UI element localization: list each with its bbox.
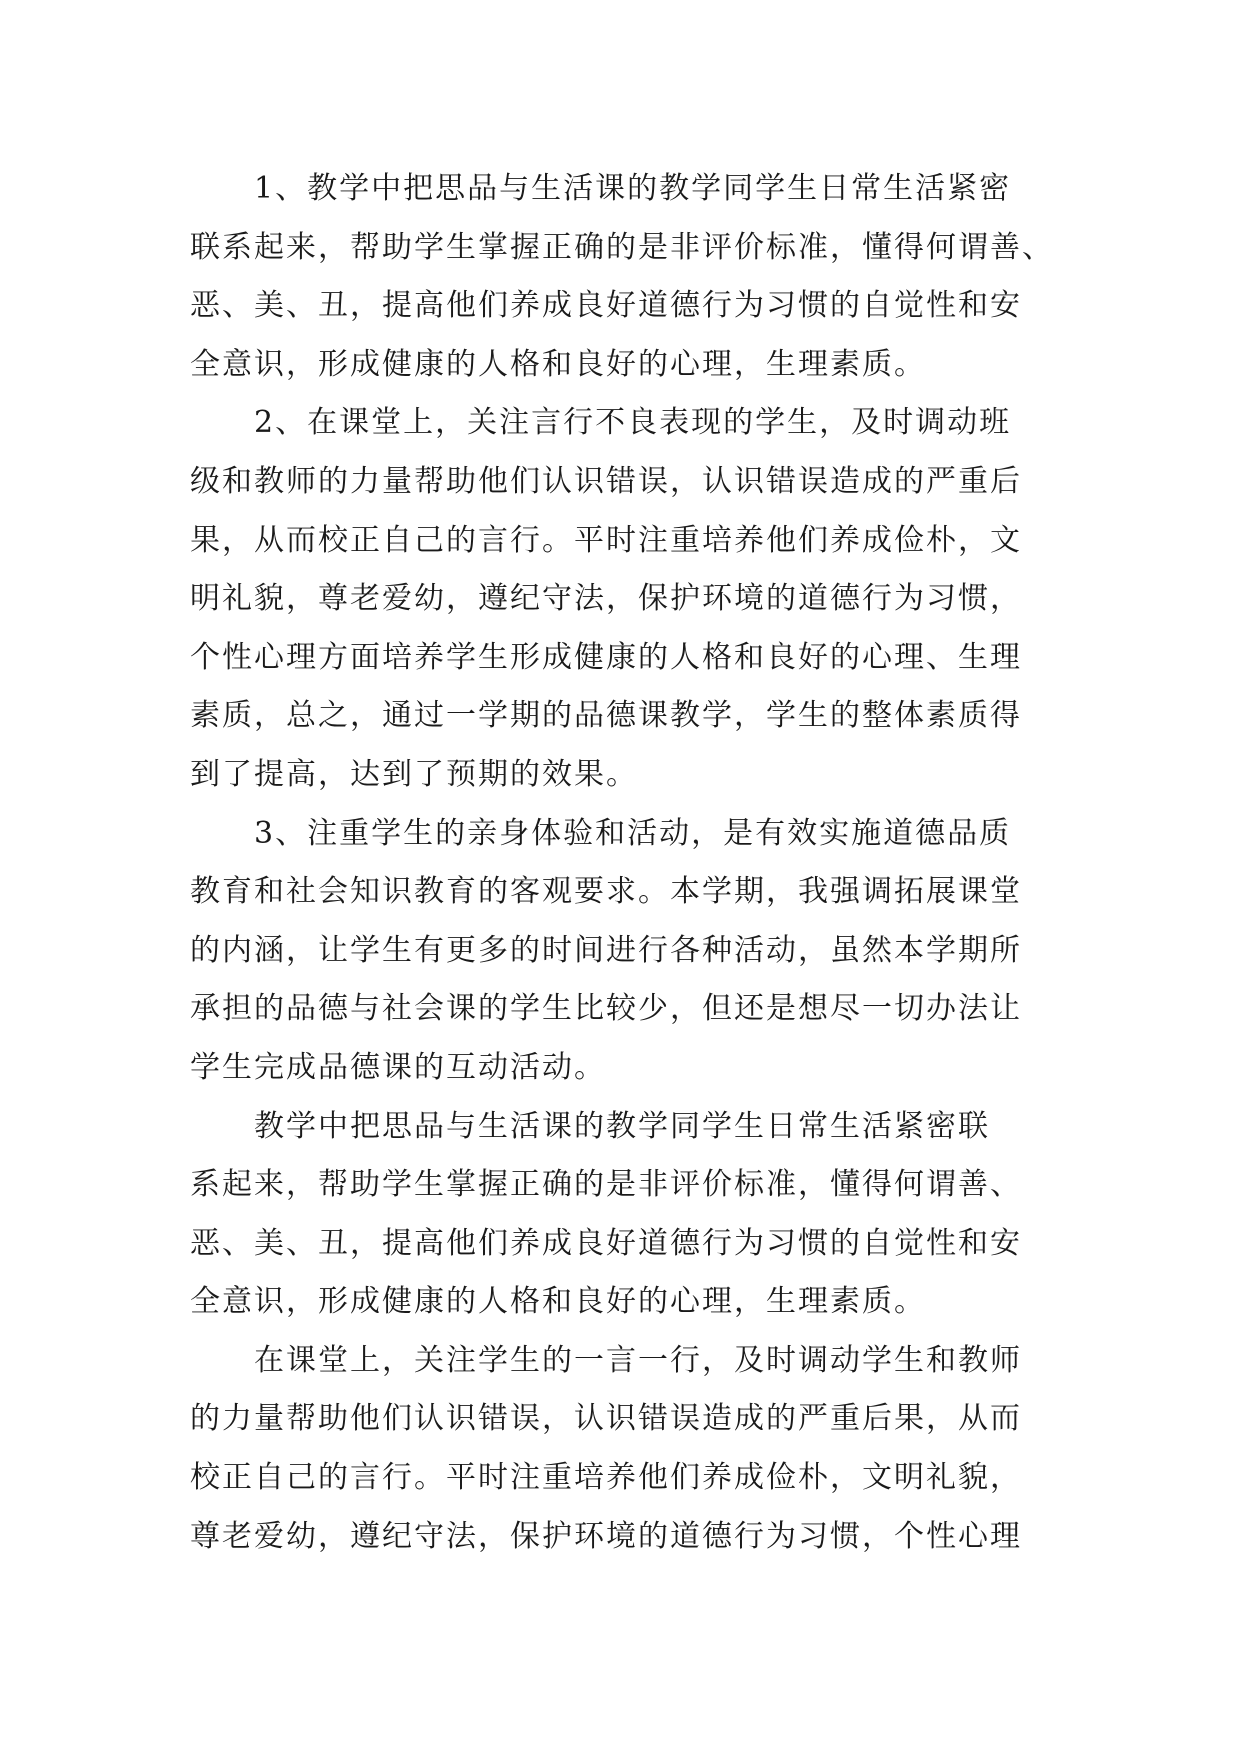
text-line: 恶、美、丑，提高他们养成良好道德行为习惯的自觉性和安	[190, 1225, 1022, 1261]
text-line: 全意识，形成健康的人格和良好的心理，生理素质。	[190, 346, 926, 382]
paragraph-5	[190, 1332, 1050, 1566]
text-line: 全意识，形成健康的人格和良好的心理，生理素质。	[190, 1284, 926, 1320]
text-line: 在课堂上，关注学生的一言一行，及时调动学生和教师	[254, 1342, 1022, 1378]
body-text	[190, 160, 1054, 1566]
text-line: 学生完成品德课的互动活动。	[190, 1049, 606, 1085]
text-line: 1、教学中把思品与生活课的教学同学生日常生活紧密	[254, 171, 1012, 206]
text-line: 到了提高，达到了预期的效果。	[190, 756, 638, 792]
text-line: 素质，总之，通过一学期的品德课教学，学生的整体素质得	[190, 698, 1022, 734]
text-line: 果，从而校正自己的言行。平时注重培养他们养成俭朴，文	[190, 522, 1022, 558]
text-line: 尊老爱幼，遵纪守法，保护环境的道德行为习惯，个性心理	[190, 1518, 1022, 1554]
text-line: 校正自己的言行。平时注重培养他们养成俭朴，文明礼貌，	[190, 1460, 1022, 1496]
text-line: 明礼貌，尊老爱幼，遵纪守法，保护环境的道德行为习惯，	[190, 581, 1022, 617]
text-line: 恶、美、丑，提高他们养成良好道德行为习惯的自觉性和安	[190, 288, 1022, 324]
text-line: 教学中把思品与生活课的教学同学生日常生活紧密联	[254, 1108, 990, 1144]
paragraph-3	[190, 805, 1050, 1098]
text-line: 的力量帮助他们认识错误，认识错误造成的严重后果，从而	[190, 1401, 1022, 1437]
text-line: 联系起来，帮助学生掌握正确的是非评价标准，懂得何谓善、	[190, 229, 1054, 265]
text-line: 系起来，帮助学生掌握正确的是非评价标准，懂得何谓善、	[190, 1167, 1022, 1203]
paragraph-1	[190, 160, 1054, 394]
text-line: 的内涵，让学生有更多的时间进行各种活动，虽然本学期所	[190, 932, 1022, 968]
text-line: 级和教师的力量帮助他们认识错误，认识错误造成的严重后	[190, 463, 1022, 499]
text-line: 承担的品德与社会课的学生比较少，但还是想尽一切办法让	[190, 991, 1022, 1027]
text-line: 3、注重学生的亲身体验和活动，是有效实施道德品质	[254, 815, 1012, 851]
paragraph-2	[190, 394, 1050, 804]
text-line: 2、在课堂上，关注言行不良表现的学生，及时调动班	[254, 405, 1012, 441]
text-line: 个性心理方面培养学生形成健康的人格和良好的心理、生理	[190, 639, 1022, 675]
text-line: 教育和社会知识教育的客观要求。本学期，我强调拓展课堂	[190, 874, 1022, 910]
paragraph-4	[190, 1098, 1050, 1332]
